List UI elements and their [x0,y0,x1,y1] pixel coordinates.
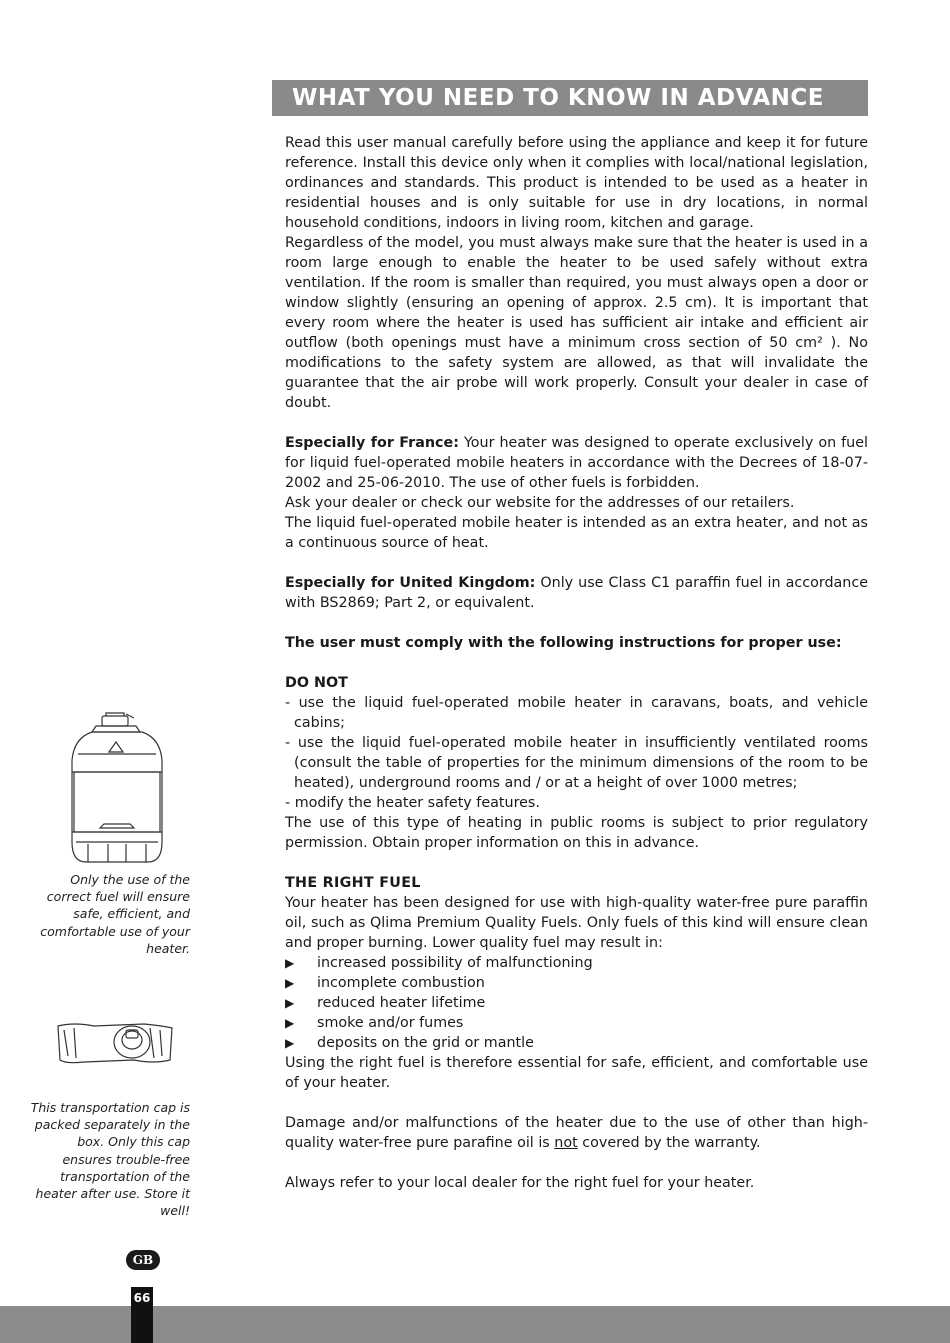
intro-paragraph-2: Regardless of the model, you must always make sure that the heater is used in a room large enough to enable the heater to be used safely without extra ventilation. If the room is smaller than required, you must always open a door or window slightly (ensuring an opening of approx. 2.5 cm). It is important that every room where the heater is used has sufficient air intake and efficient air outflow (both openings must have a minimum cross section of 50 cm² ). No modifications to the safety system are allowed, as that will invalidate the guarantee that the air probe will work properly. Consult your dealer in case of doubt. [285,235,868,411]
bullet-arrow-icon: ▶ [285,976,295,990]
bullet-arrow-icon: ▶ [285,996,295,1010]
title-bar [272,80,868,116]
france-line-3: The liquid fuel-operated mobile heater is intended as an extra heater, and not as a continuous source of heat. [285,515,868,551]
language-badge: GB [126,1250,160,1270]
main-text [285,133,868,1193]
france-label: Especially for France: [285,435,459,451]
list-item: ▶ reduced heater lifetime [285,995,486,1011]
bullet-arrow-icon: ▶ [285,956,295,970]
comply-heading: The user must comply with the following instructions for proper use: [285,635,842,651]
bottle-caption: Only the use of the correct fuel will ensure safe, efficient, and comfortable use of your heater. [40,872,190,956]
france-paragraph [285,433,868,493]
list-item: ▶ increased possibility of malfunctioning [285,955,593,971]
cap-caption: This transportation cap is packed separately in the box. Only this cap ensures trouble-free transportation of the heater after use. Store it well! [30,1100,190,1219]
fuel-bullet-list [285,953,868,1053]
intro-paragraph-1: Read this user manual carefully before using the appliance and keep it for future reference. Install this device only when it complies with local/national legislation, ordinances and standards. This product is intended to be used as a heater in residential houses and is only suitable for use in dry locations, in normal household conditions, indoors in living room, kitchen and garage. [285,135,868,231]
right-fuel-heading: THE RIGHT FUEL [285,875,421,891]
warranty-not: not [554,1135,578,1151]
do-not-item-3: - modify the heater safety features. [285,795,540,811]
fuel-bottle-illustration [66,712,170,864]
do-not-heading: DO NOT [285,675,348,691]
transport-cap-illustration [54,1016,176,1066]
uk-text: Only use Class C1 paraffin fuel in accordance with BS2869; Part 2, or equivalent. [285,575,869,611]
page-title: WHAT YOU NEED TO KNOW IN ADVANCE [292,85,825,111]
dealer-paragraph: Always refer to your local dealer for the right fuel for your heater. [285,1175,755,1191]
list-item: ▶ smoke and/or fumes [285,1015,464,1031]
list-item: ▶ deposits on the grid or mantle [285,1035,534,1051]
do-not-item-2: - use the liquid fuel-operated mobile heater in insufficiently ventilated rooms (consult the table of properties for the minimum dimensions of the room to be heated), underground rooms and / or at a height of over 1000 metres; [285,735,868,791]
right-fuel-intro: Your heater has been designed for use with high-quality water-free pure paraffin oil, such as Qlima Premium Quality Fuels. Only fuels of this kind will ensure clean and proper burning. Lower quality fuel may result in: [285,895,868,951]
uk-label: Especially for United Kingdom: [285,575,536,591]
bullet-arrow-icon: ▶ [285,1016,295,1030]
page-number: 66 [131,1287,153,1343]
do-not-item-1: - use the liquid fuel-operated mobile heater in caravans, boats, and vehicle cabins; [285,695,868,731]
warranty-paragraph: Damage and/or malfunctions of the heater due to the use of other than high-quality water-free pure parafine oil is not covered by the warranty. [285,1115,868,1151]
right-fuel-conclusion: Using the right fuel is therefore essential for safe, efficient, and comfortable use of your heater. [285,1055,868,1091]
list-item: ▶ incomplete combustion [285,975,485,991]
do-not-footer: The use of this type of heating in public rooms is subject to prior regulatory permission. Obtain proper information on this in advance. [285,815,868,851]
uk-paragraph [285,573,868,613]
france-text: Your heater was designed to operate exclusively on fuel for liquid fuel-operated mobile heaters in accordance with the Decrees of 18-07-2002 and 25-06-2010. The use of other fuels is forbidden. [285,435,869,491]
france-line-2: Ask your dealer or check our website for the addresses of our retailers. [285,495,795,511]
bullet-arrow-icon: ▶ [285,1036,295,1050]
